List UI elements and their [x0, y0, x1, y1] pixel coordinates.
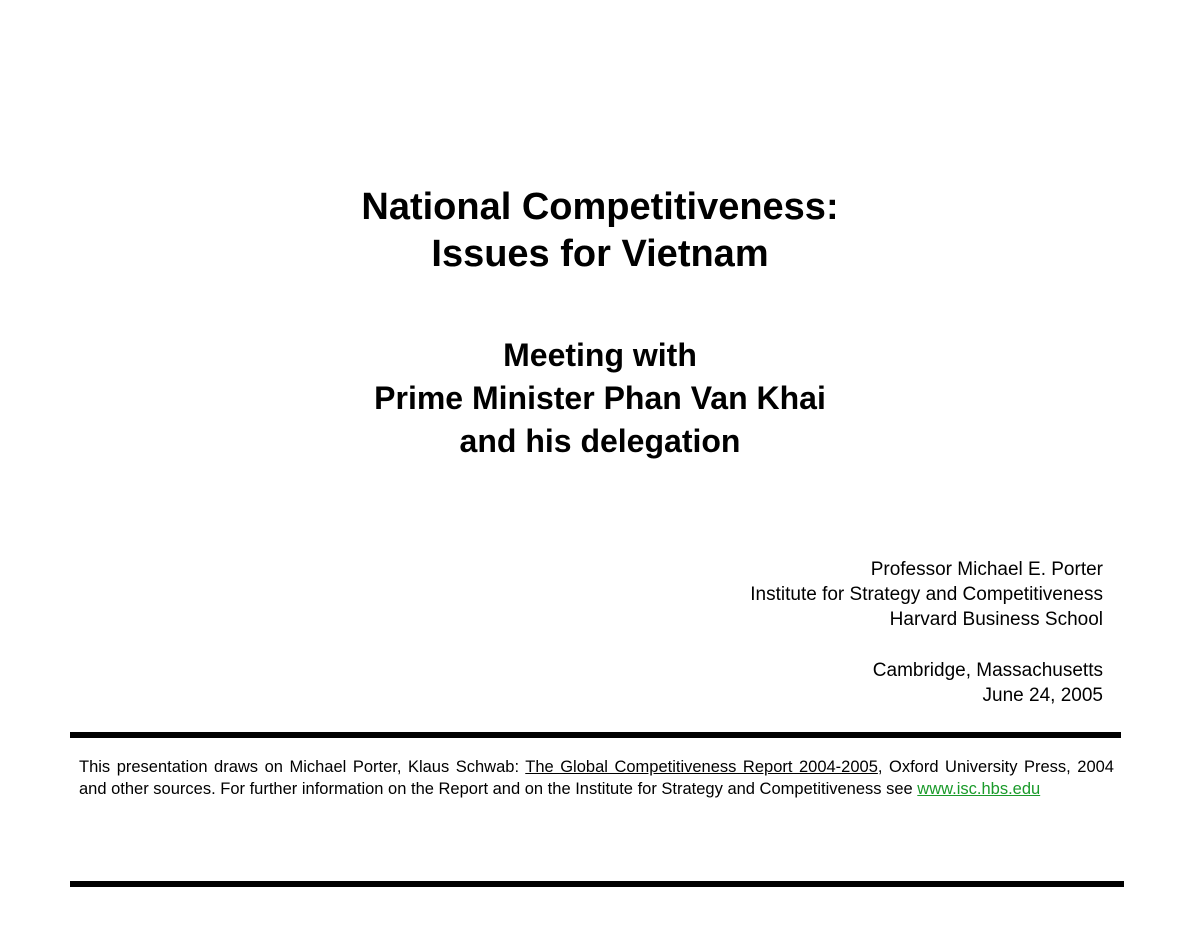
subtitle-line-3: and his delegation — [459, 423, 741, 459]
website-link[interactable]: www.isc.hbs.edu — [917, 780, 1041, 798]
top-divider — [70, 732, 1121, 738]
subtitle-line-2: Prime Minister Phan Van Khai — [374, 380, 826, 416]
subtitle-line-1: Meeting with — [503, 337, 697, 373]
report-title: The Global Competitiveness Report 2004-2005 — [525, 758, 878, 776]
page-title-line-2: Issues for Vietnam — [431, 233, 769, 275]
author-school: Harvard Business School — [889, 609, 1103, 630]
author-name: Professor Michael E. Porter — [870, 559, 1103, 580]
author-location: Cambridge, Massachusetts — [872, 660, 1103, 681]
subtitle-block — [0, 334, 1200, 463]
title-block — [0, 184, 1200, 278]
note-middle: , Oxford University Press, 2004 and other sources. For further information on the Report and on the Institute for Strategy and Competitiveness see — [79, 758, 1114, 798]
author-spacer — [750, 632, 1103, 658]
author-date: June 24, 2005 — [982, 685, 1103, 706]
page-title-line-1: National Competitiveness: — [361, 186, 839, 228]
author-institute: Institute for Strategy and Competitiveness — [750, 584, 1103, 605]
source-note — [79, 756, 1114, 800]
author-block — [750, 557, 1103, 708]
bottom-divider — [70, 881, 1124, 887]
note-prefix: This presentation draws on Michael Porter, Klaus Schwab: — [79, 758, 526, 776]
